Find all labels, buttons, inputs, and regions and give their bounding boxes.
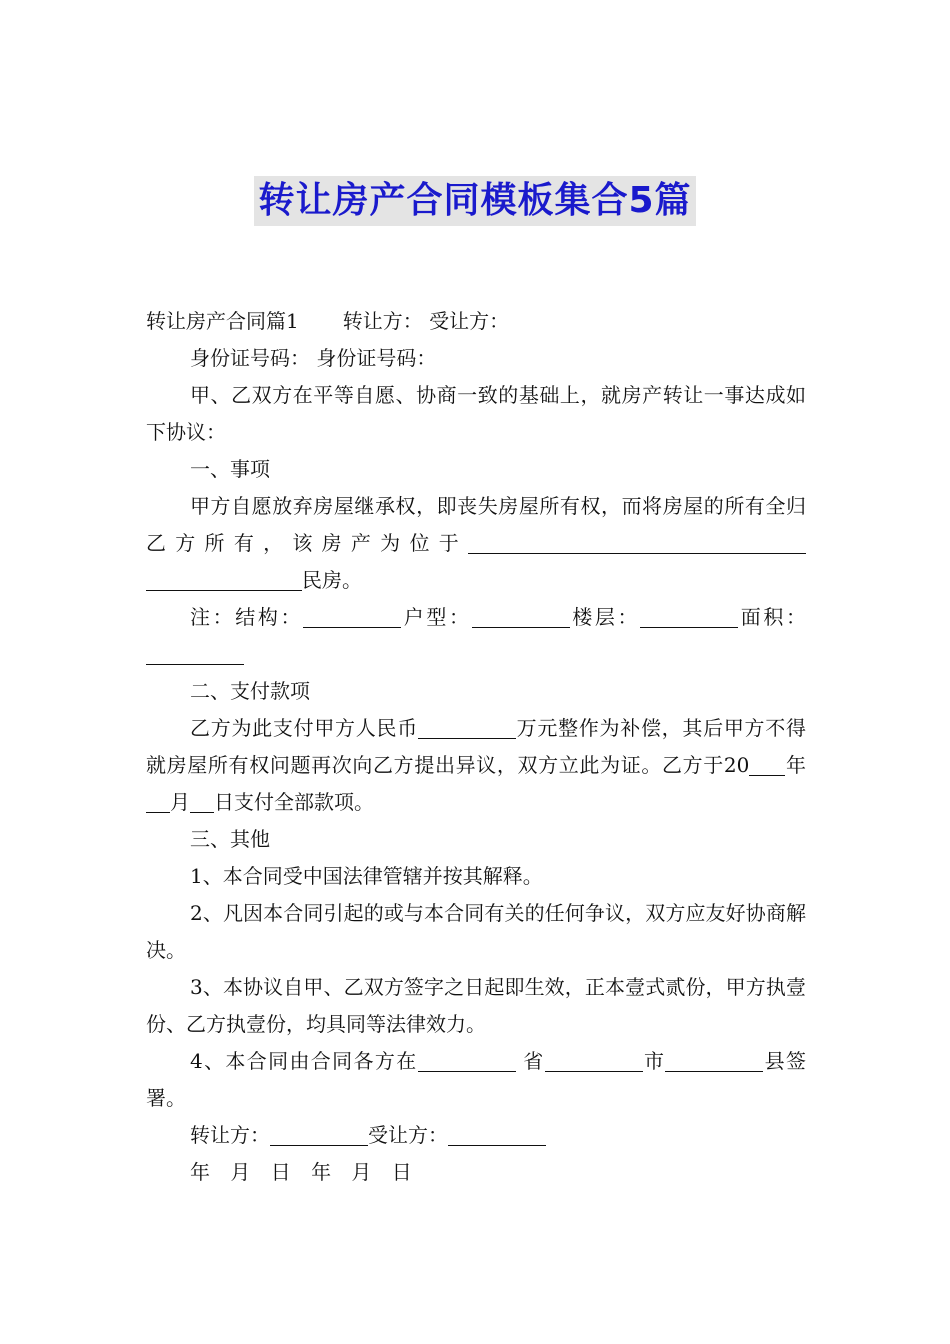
- floor-label: 楼层：: [569, 605, 641, 629]
- amount-blank: [418, 718, 516, 739]
- document-body: [146, 303, 806, 1191]
- payment-text: 乙方为此支付甲方人民币: [190, 716, 418, 740]
- payment-text-2: 万元整作为补偿，其后甲方不得就房屋所有权问题再次向乙方提出异议，双方立此为证。乙方于20: [146, 716, 807, 777]
- transferee-label: 受让方：: [429, 309, 510, 333]
- clause-3: 3、本协议自甲、乙双方签字之日起即生效，正本壹式贰份，甲方执壹份、乙方执壹份，均具同等法律效力。: [146, 975, 806, 1036]
- area-blank: [146, 644, 244, 665]
- preamble-paragraph: 甲、乙双方在平等自愿、协商一致的基础上，就房产转让一事达成如下协议：: [146, 383, 806, 444]
- city-label: 市: [642, 1049, 666, 1073]
- address-blank-2: [146, 570, 302, 591]
- clause-4-text: 4、本合同由合同各方在: [190, 1049, 418, 1073]
- clause-4: [146, 1043, 806, 1117]
- section-1-paragraph: [146, 488, 806, 599]
- transferee-signature-blank: [448, 1125, 546, 1146]
- contract-number: 转让房产合同篇1: [146, 309, 299, 333]
- signature-line: [146, 1117, 806, 1154]
- transferor-signature-label: 转让方：: [190, 1123, 270, 1147]
- city-blank: [545, 1051, 643, 1072]
- section-1-heading: 一、事项: [190, 457, 270, 481]
- province-blank: [418, 1051, 516, 1072]
- month-blank: [146, 792, 170, 813]
- id-number-line: 身份证号码： 身份证号码：: [190, 346, 437, 370]
- transferor-signature-blank: [270, 1125, 368, 1146]
- province-label: 省: [523, 1049, 545, 1073]
- section-3-heading: 三、其他: [190, 827, 270, 851]
- section-1-suffix: 民房。: [302, 568, 362, 592]
- structure-label: 注：结构：: [190, 605, 304, 629]
- section-2-paragraph: [146, 710, 806, 821]
- year-label: 年: [785, 753, 806, 777]
- section-2-heading: 二、支付款项: [190, 679, 310, 703]
- day-blank: [190, 792, 214, 813]
- payment-text-3: 日支付全部款项。: [214, 790, 374, 814]
- signature-date-line: 年 月 日 年 月 日: [190, 1160, 416, 1184]
- county-blank: [665, 1051, 763, 1072]
- structure-note-line: [146, 599, 806, 673]
- contract-heading-line: [146, 303, 806, 340]
- transferee-signature-label: 受让方：: [368, 1123, 448, 1147]
- clause-1: 1、本合同受中国法律管辖并按其解释。: [190, 864, 543, 888]
- floor-blank: [640, 607, 738, 628]
- address-blank: [468, 533, 806, 554]
- section-1-text: 甲方自愿放弃房屋继承权，即丧失房屋所有权，而将房屋的所有全归乙方所有，该房产为位于: [146, 494, 806, 555]
- clause-2: 2、凡因本合同引起的或与本合同有关的任何争议，双方应友好协商解决。: [146, 901, 806, 962]
- month-label: 月: [170, 790, 190, 814]
- year-blank: [749, 755, 785, 776]
- layout-blank: [472, 607, 570, 628]
- transferor-label: 转让方：: [342, 309, 423, 333]
- area-label: 面积：: [738, 605, 806, 629]
- document-title: 转让房产合同模板集合5篇: [254, 176, 695, 226]
- layout-label: 户型：: [401, 605, 472, 629]
- title-wrap: [0, 176, 950, 226]
- structure-blank: [303, 607, 401, 628]
- county-label: 县签署。: [146, 1049, 807, 1110]
